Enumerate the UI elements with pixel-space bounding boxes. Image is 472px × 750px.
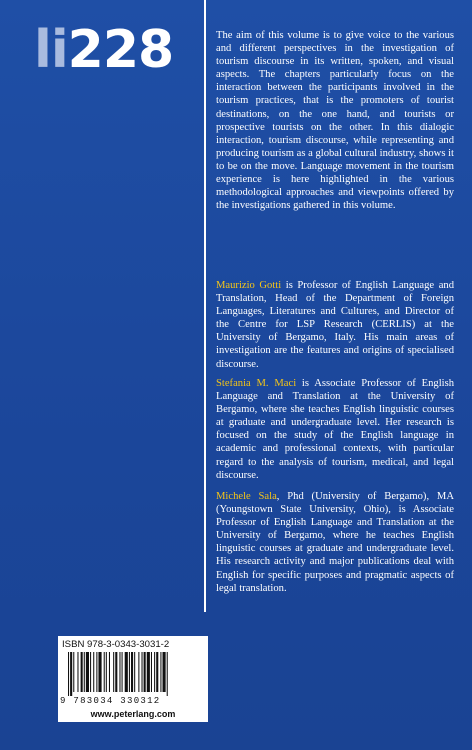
barcode-bar	[129, 652, 130, 692]
series-number: 228	[67, 20, 174, 80]
barcode-bar	[163, 652, 166, 692]
author-name: Maurizio Gotti	[216, 280, 282, 291]
author-bio	[216, 377, 454, 482]
barcode-bar	[134, 652, 135, 692]
barcode-bar	[109, 652, 110, 692]
barcode-bar	[84, 652, 85, 692]
abstract-paragraph: The aim of this volume is to give voice to the various and different perspectives in the investigation of tourism discourse in its written, spoken, and visual aspects. The chapters particularly focus on the interaction between the participants involved in the tourism practices, that is the promoters of tourist destinations, on the one hand, and tourists or prospective tourists on the other. In this dialogic interaction, tourism discourse, while representing and producing tourism as a global cultural industry, shows it to be on the move. Language movement in the tourism experience is here highlighted in the various methodological approaches and viewpoints offered by the investigations gathered in this volume.	[216, 30, 454, 212]
barcode-bar	[160, 652, 161, 692]
barcode-bar	[147, 652, 150, 692]
barcode-bar	[131, 652, 133, 692]
author-bio	[216, 490, 454, 595]
author-bio-text: is Associate Professor of English Language and Translation at the University of Bergamo, where she teaches English linguistic courses at graduate and undergraduate level. Her research is focused on the study of the English language in academic and professional contexts, with particular regard to the analysis of tourism, medical, and legal discourse.	[216, 378, 454, 481]
barcode-bar	[98, 652, 101, 692]
barcode-bar	[70, 652, 72, 696]
isbn-label: ISBN 978-3-0343-3031-2	[62, 639, 170, 650]
author-bio-text: is Professor of English Language and Translation, Head of the Department of Foreign Languages, Literatures and Cultures, and Director of the Centre for LSP Research (CERLIS) at the University of Bergamo, Italy. His main areas of investigation are the features and origins of specialised discourse.	[216, 280, 454, 370]
series-prefix: li	[34, 20, 68, 80]
barcode-bar	[142, 652, 143, 692]
barcode-bar	[113, 652, 114, 692]
barcode-bar	[106, 652, 107, 692]
barcode-bar	[77, 652, 78, 692]
barcode-bar	[138, 652, 139, 692]
barcode-bar	[68, 652, 69, 696]
barcode-bar	[154, 652, 155, 692]
barcode-bar	[115, 652, 117, 692]
author-bio	[216, 279, 454, 371]
barcode-bar	[104, 652, 105, 692]
barcode-bar	[144, 652, 146, 692]
barcode-bar	[96, 652, 97, 692]
barcode-icon	[66, 652, 200, 696]
barcode-bar	[156, 652, 158, 692]
author-name: Michele Sala	[216, 491, 277, 502]
barcode-bar	[125, 652, 128, 692]
publisher-website: www.peterlang.com	[90, 709, 176, 719]
author-name: Stefania M. Maci	[216, 378, 297, 389]
barcode-bar	[119, 652, 120, 692]
series-logo	[34, 20, 174, 80]
barcode-bar	[151, 652, 152, 692]
barcode-bar	[167, 652, 168, 696]
barcode-bar	[93, 652, 94, 692]
barcode-panel	[58, 636, 208, 722]
vertical-divider	[204, 0, 206, 612]
author-bio-text: , Phd (University of Bergamo), MA (Youngstown State University, Ohio), is Associate Professor of English Language and Translation at the University of Bergamo, where he teaches English linguistic courses at graduate and undergraduate level. His research activity and major publications deal with English for specific purposes and pragmatic aspects of legal translation.	[216, 491, 454, 594]
barcode-bar	[73, 652, 74, 692]
barcode-bar	[81, 652, 83, 692]
barcode-digits: 9 783034 330312	[60, 696, 161, 706]
barcode-bar	[90, 652, 91, 692]
barcode-bar	[122, 652, 123, 692]
barcode-bar	[86, 652, 89, 692]
